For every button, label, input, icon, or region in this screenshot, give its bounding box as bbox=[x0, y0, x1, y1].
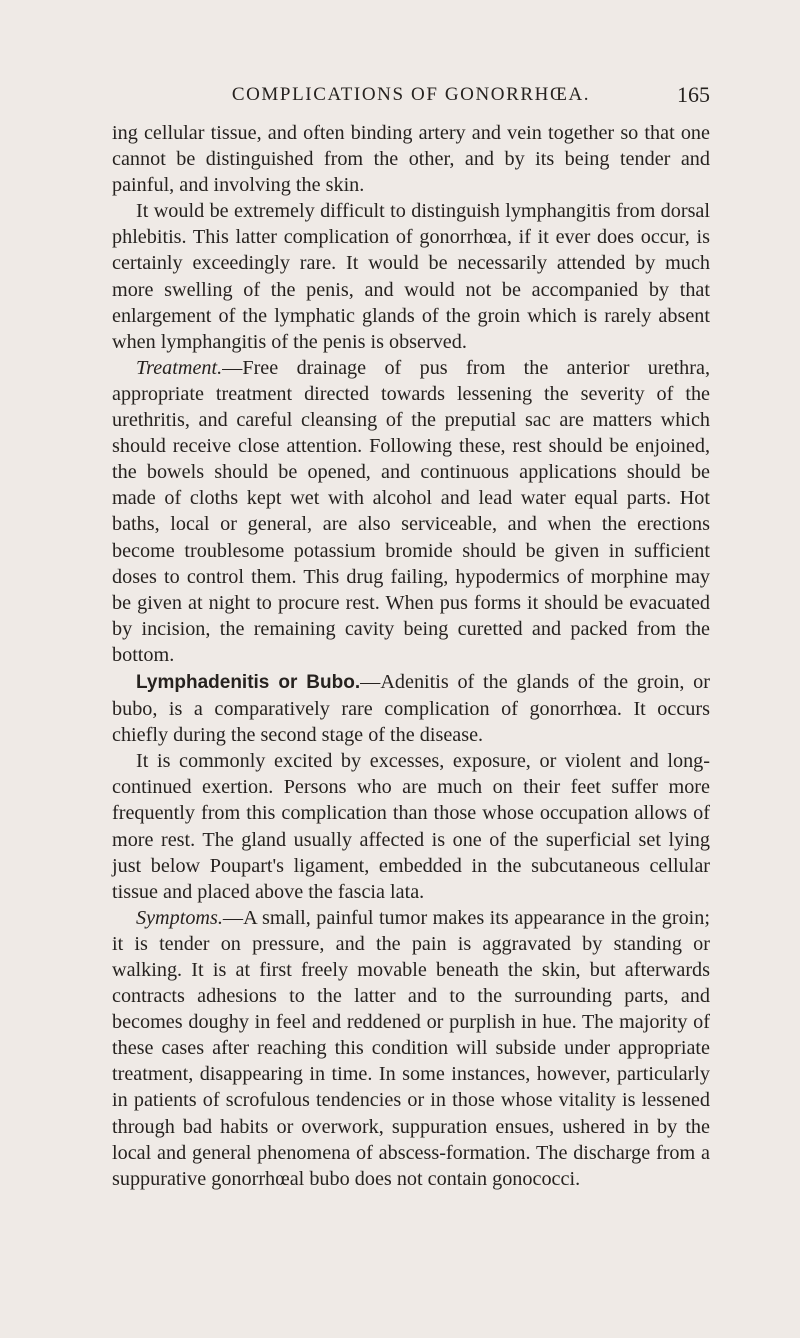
treatment-heading: Treatment. bbox=[136, 356, 223, 379]
page-number: 165 bbox=[677, 82, 710, 107]
running-head bbox=[112, 82, 710, 112]
treatment-text: —Free drainage of pus from the anterior urethra, appropriate treatment directed towards lessening the severity of the urethritis, and careful cleansing of the preputial sac are matters which should receive close attention. Following these, rest should be enjoined, the bowels should be opened, and continuous applications should be made of cloths kept wet with alcohol and lead water equal parts. Hot baths, local or general, are also serviceable, and when the erections become troublesome potassium bromide should be given in sufficient doses to control them. This drug failing, hypodermics of morphine may be given at night to procure rest. When pus forms it should be evacuated by incision, the remaining cavity being curetted and packed from the bottom. bbox=[112, 356, 710, 666]
paragraph-causes: It is commonly excited by excesses, exposure, or violent and long-continued exertion. Persons who are much on their feet suffer more frequently from this complication than those whose occupation allows of more rest. The gland usually affected is one of the superficial set lying just below Poupart's ligament, embedded in the subcutaneous cellular tissue and placed above the fascia lata. bbox=[112, 750, 710, 903]
body-text bbox=[112, 120, 710, 1192]
paragraph-lymphadenitis bbox=[112, 669, 710, 748]
symptoms-text: —A small, painful tumor makes its appearance in the groin; it is tender on pressure, and the pain is aggravated by standing or walking. It is at first freely movable beneath the skin, but afterwards contracts adhesions to the latter and to the surrounding parts, and becomes doughy in feel and reddened or purplish in hue. The majority of these cases after reaching this condition will subside under appropriate treatment, disappearing in time. In some instances, however, particularly in patients of scrofulous tendencies or in those whose vitality is lessened through bad habits or overwork, suppuration ensues, ushered in by the local and general phenomena of abscess-formation. The discharge from a suppurative gonorrhœal bubo does not contain gonococci. bbox=[112, 906, 710, 1190]
paragraph-continuation: ing cellular tissue, and often binding artery and vein together so that one cannot be distinguished from the other, and by its being tender and painful, and involving the skin. bbox=[112, 122, 710, 197]
lymphadenitis-heading: Lymphadenitis or Bubo. bbox=[136, 671, 361, 693]
running-title: COMPLICATIONS OF GONORRHŒA. bbox=[231, 84, 591, 105]
symptoms-heading: Symptoms. bbox=[136, 906, 223, 929]
paragraph-symptoms bbox=[112, 905, 710, 1192]
paragraph-differential-diagnosis: It would be extremely difficult to distinguish lymphangitis from dorsal phlebitis. This latter complication of gonorrhœa, if it ever does occur, is certainly exceedingly rare. It would be necessarily attended by much more swelling of the penis, and would not be accompanied by that enlargement of the lymphatic glands of the groin which is rarely absent when lymphangitis of the penis is observed. bbox=[112, 200, 710, 353]
lymphadenitis-text: —Adenitis of the glands of the groin, or bubo, is a comparatively rare complication of gonorrhœa. It occurs chiefly during the second stage of the disease. bbox=[112, 670, 710, 747]
paragraph-treatment bbox=[112, 355, 710, 668]
